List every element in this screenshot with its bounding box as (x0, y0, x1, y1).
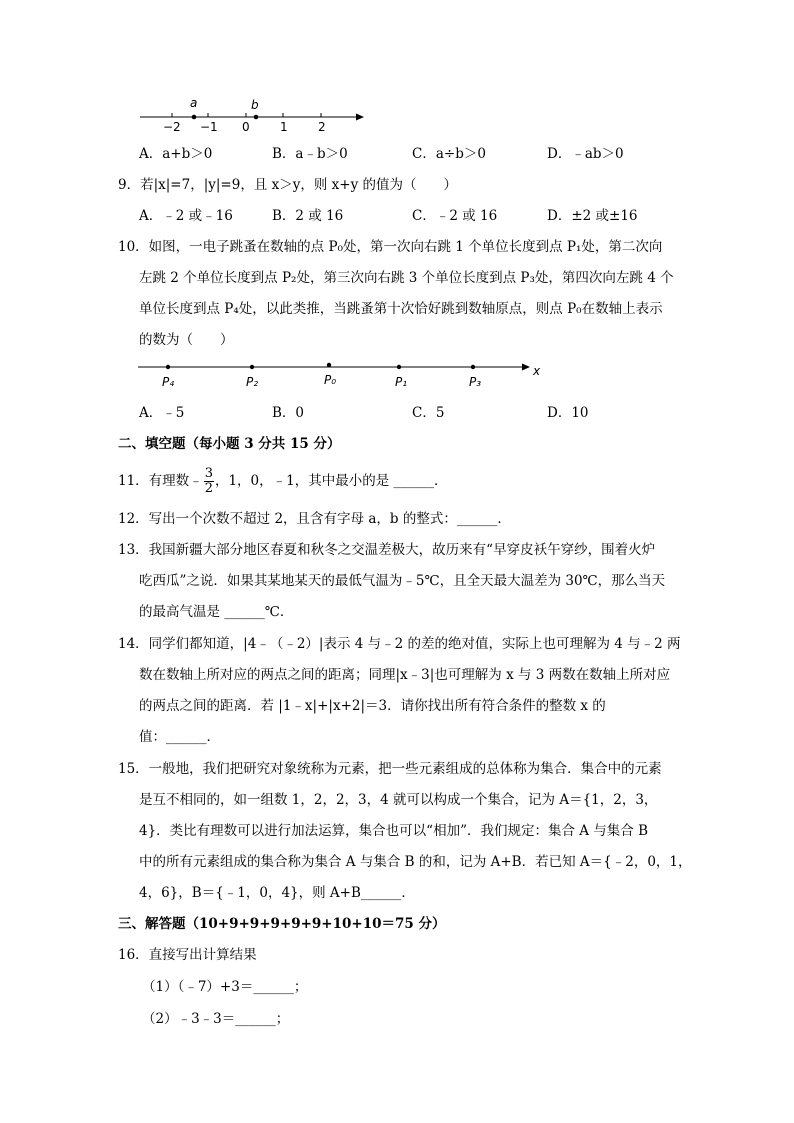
q10-line-4: 的数为（ ） (139, 332, 234, 348)
q14-line-1: 14．同学们都知道，|4﹣（﹣2）|表示 4 与﹣2 的差的绝对值，实际上也可理解为 4 与﹣2 两 (118, 636, 681, 652)
q13-line-2: 吃西瓜”之说．如果其某地某天的最低气温为﹣5℃，且全天最大温差为 30℃，那么当天 (139, 573, 666, 589)
q10-option-c[interactable]: C．5 (412, 405, 445, 421)
q10-line-2: 左跳 2 个单位长度到点 P₂处，第三次向右跳 3 个单位长度到点 P₃处，第四次向左跳 4 个 (139, 270, 674, 286)
q16-item-1: （1）（﹣7）+3＝______； (142, 979, 308, 995)
tick-label: −1 (200, 120, 218, 134)
q14-line-4: 值：______． (139, 729, 220, 745)
tick-label: 0 (242, 120, 250, 134)
label-p2: P₂ (246, 375, 259, 389)
tick-label: 1 (280, 120, 288, 134)
point-p0 (327, 363, 331, 367)
q13-line-1: 13．我国新疆大部分地区春夏和秋冬之交温差极大，故历来有“早穿皮袄午穿纱，围着火炉 (118, 542, 656, 558)
q10-option-d[interactable]: D．10 (547, 405, 589, 421)
q14-line-3: 的两点之间的距离．若 |1﹣x|+|x+2|＝3．请你找出所有符合条件的整数 x 的 (139, 698, 606, 714)
q13-line-3: 的最高气温是 ______℃． (139, 604, 294, 620)
fraction (204, 467, 214, 496)
q8-option-c[interactable]: C．a÷b＞0 (412, 146, 486, 162)
section-2-heading: 二、填空题（每小题 3 分共 15 分） (118, 436, 341, 452)
label-a: a (190, 96, 198, 110)
point-b (254, 115, 259, 120)
q15-line-5: 4，6}，B＝{﹣1，0，4}，则 A+B______． (139, 885, 415, 901)
q15-line-3: 4}．类比有理数可以进行加法运算，集合也可以“相加”．我们规定：集合 A 与集合 B (139, 823, 649, 839)
q10-line-3: 单位长度到点 P₄处，以此类推，当跳蚤第十次恰好跳到数轴原点，则点 P₀在数轴上表示 (139, 301, 663, 317)
q8-option-a[interactable]: A．a+b＞0 (139, 146, 213, 162)
q15-line-4: 中的所有元素组成的集合称为集合 A 与集合 B 的和，记为 A+B．若已知 A＝{﹣2，0，1， (139, 854, 692, 870)
q14-line-2: 数在数轴上所对应的两点之间的距离；同理|x﹣3|也可理解为 x 与 3 两数在数轴上所对应 (139, 667, 671, 683)
q11-prefix: 11．有理数﹣ (118, 473, 203, 489)
q8-option-b[interactable]: B．a﹣b＞0 (272, 146, 348, 162)
tick-label: −2 (163, 120, 181, 134)
point-a (192, 115, 197, 120)
q16-item-2: （2）﹣3﹣3＝______； (142, 1011, 290, 1027)
q8-option-d[interactable]: D．﹣ab＞0 (547, 146, 624, 162)
q10-option-b[interactable]: B．0 (272, 405, 305, 421)
point-p3 (471, 365, 475, 369)
q12: 12．写出一个次数不超过 2，且含有字母 a，b 的整式：______． (118, 511, 511, 527)
section-3-heading: 三、解答题（10+9+9+9+9+9+10+10＝75 分） (118, 916, 446, 932)
q10-line-1: 10．如图，一电子跳蚤在数轴的点 P₀处，第一次向右跳 1 个单位长度到点 P₁处，第二次向 (118, 239, 663, 255)
q15-line-2: 是互不相同的，如一组数 1，2，2，3，4 就可以构成一个集合，记为 A＝{1，2，3， (139, 792, 658, 808)
label-p0: P₀ (324, 373, 337, 387)
q9-option-b[interactable]: B．2 或 16 (272, 208, 344, 224)
axis-label-x: x (533, 364, 541, 378)
point-p4 (166, 365, 170, 369)
q16-stem: 16．直接写出计算结果 (118, 947, 257, 963)
label-p3: P₃ (469, 375, 482, 389)
fraction-denominator: 2 (204, 481, 213, 496)
fraction-numerator: 3 (204, 466, 213, 481)
tick-label: 2 (318, 120, 326, 134)
q11-suffix: ，1，0，﹣1，其中最小的是 ______． (214, 473, 448, 489)
label-b: b (251, 98, 259, 112)
q9-stem: 9．若|x|=7，|y|=9，且 x＞y，则 x+y 的值为（ ） (118, 177, 457, 193)
q9-option-a[interactable]: A．﹣2 或﹣16 (139, 208, 233, 224)
q15-line-1: 15．一般地，我们把研究对象统称为元素，把一些元素组成的总体称为集合．集合中的元素 (118, 761, 662, 777)
q10-option-a[interactable]: A．﹣5 (139, 405, 185, 421)
point-p2 (250, 365, 254, 369)
label-p4: P₄ (162, 375, 175, 389)
q11 (118, 466, 448, 496)
q9-option-c[interactable]: C．﹣2 或 16 (412, 208, 498, 224)
point-p1 (397, 365, 401, 369)
q9-option-d[interactable]: D．±2 或±16 (547, 208, 638, 224)
label-p1: P₁ (395, 375, 408, 389)
